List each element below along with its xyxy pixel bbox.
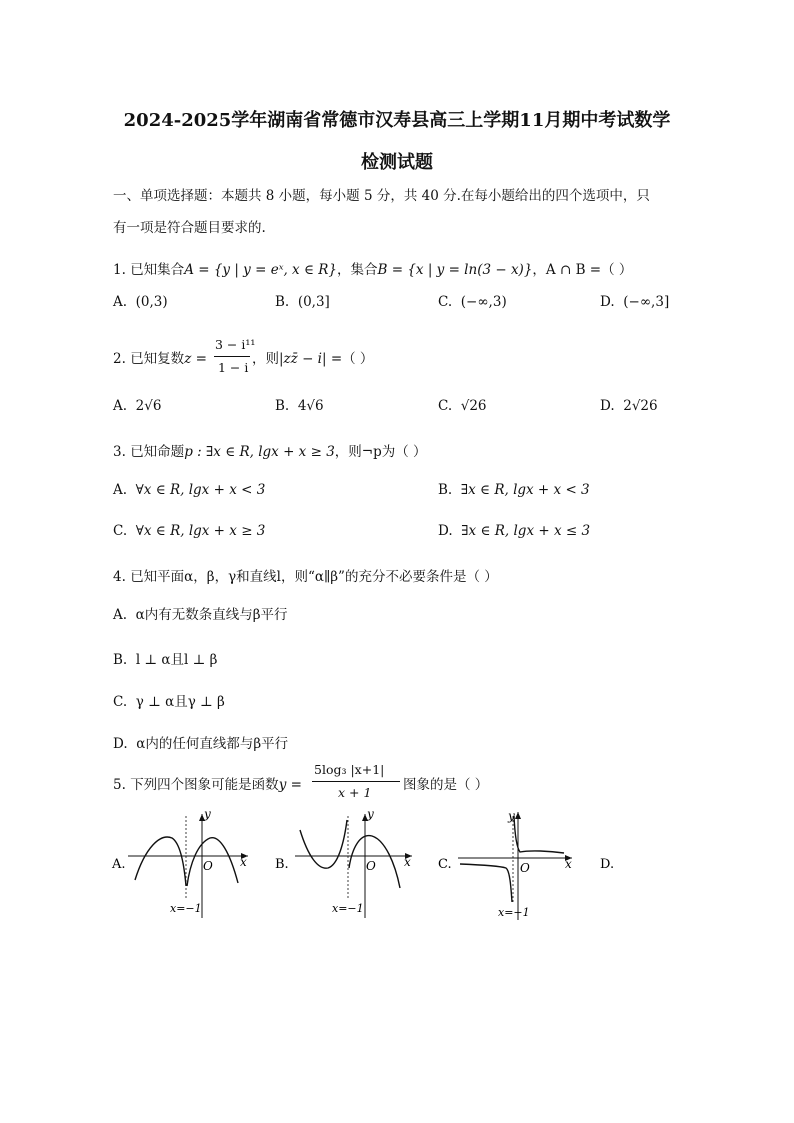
option-text: α内的任何直线都与β平行 bbox=[136, 736, 289, 752]
origin-label: O bbox=[520, 861, 530, 875]
variable-z: z = bbox=[184, 351, 207, 367]
question-text: ，集合 bbox=[337, 262, 378, 278]
question-text: ，则¬p为（ ） bbox=[334, 444, 427, 460]
option-label: C. bbox=[438, 294, 453, 310]
asymptote-label: x=−1 bbox=[332, 902, 364, 915]
option-b[interactable] bbox=[438, 482, 590, 498]
option-c[interactable] bbox=[438, 294, 507, 310]
option-label: C. bbox=[438, 857, 452, 872]
set-b-expression: B = {x | y = ln(3 − x)} bbox=[377, 262, 533, 278]
graph-d[interactable] bbox=[600, 857, 614, 872]
question-3-stem bbox=[113, 440, 427, 460]
section-instructions-line2: 有一项是符合题目要求的. bbox=[113, 220, 266, 236]
question-number: 3. bbox=[113, 444, 126, 460]
question-1-stem bbox=[113, 258, 632, 278]
variable-y: y = bbox=[278, 777, 302, 793]
option-label: B. bbox=[275, 857, 289, 872]
question-text: （ ） bbox=[342, 351, 374, 367]
option-text: α内有无数条直线与β平行 bbox=[135, 607, 288, 623]
option-label: A. bbox=[112, 857, 126, 872]
option-d[interactable] bbox=[600, 398, 658, 414]
option-text: (−∞,3] bbox=[623, 294, 670, 310]
option-d[interactable] bbox=[600, 294, 669, 310]
option-text: ∀x ∈ R, lgx + x < 3 bbox=[135, 482, 266, 498]
option-d[interactable] bbox=[113, 732, 288, 752]
question-text: ，则 bbox=[252, 351, 279, 367]
function-graphs bbox=[100, 808, 660, 928]
option-label: A. bbox=[113, 607, 128, 623]
question-number: 4. bbox=[113, 569, 126, 585]
question-5-stem bbox=[113, 773, 302, 793]
option-label: B. bbox=[275, 294, 290, 310]
question-text: ，A ∩ B =（ ） bbox=[532, 262, 633, 278]
option-c[interactable] bbox=[113, 523, 265, 539]
option-label: C. bbox=[113, 694, 128, 710]
question-text: 已知集合 bbox=[130, 262, 185, 278]
question-text: 图象的是（ ） bbox=[403, 777, 489, 793]
option-text: 4√6 bbox=[297, 398, 324, 414]
option-label: B. bbox=[438, 482, 453, 498]
x-axis-label: x bbox=[565, 857, 572, 871]
fraction-numerator: 5log₃ |x+1| bbox=[314, 762, 385, 777]
option-label: D. bbox=[600, 398, 615, 414]
y-axis-label: y bbox=[367, 808, 374, 821]
page-title-line2: 检测试题 bbox=[361, 152, 433, 173]
option-text: (−∞,3) bbox=[460, 294, 507, 310]
option-text: ∀x ∈ R, lgx + x ≥ 3 bbox=[135, 523, 266, 539]
question-4-stem bbox=[113, 565, 498, 585]
option-a[interactable] bbox=[113, 482, 265, 498]
graph-c[interactable] bbox=[438, 809, 572, 920]
option-text: l ⊥ α且l ⊥ β bbox=[135, 652, 218, 668]
y-axis-label: y bbox=[508, 809, 515, 823]
option-text: γ ⊥ α且γ ⊥ β bbox=[135, 694, 225, 710]
question-text: 下列四个图象可能是函数 bbox=[130, 777, 279, 793]
option-label: D. bbox=[600, 294, 615, 310]
option-c[interactable] bbox=[438, 398, 487, 414]
option-a[interactable] bbox=[113, 603, 288, 623]
y-axis-label: y bbox=[204, 808, 211, 821]
option-label: B. bbox=[275, 398, 290, 414]
option-label: A. bbox=[113, 294, 128, 310]
option-text: 2√6 bbox=[135, 398, 162, 414]
option-label: D. bbox=[113, 736, 128, 752]
graph-b[interactable] bbox=[275, 808, 412, 918]
option-text: (0,3] bbox=[297, 294, 330, 310]
option-text: 2√26 bbox=[623, 398, 658, 414]
option-label: C. bbox=[113, 523, 128, 539]
option-label: A. bbox=[113, 482, 128, 498]
origin-label: O bbox=[203, 859, 213, 873]
fraction-denominator: x + 1 bbox=[338, 785, 372, 800]
curve-left bbox=[300, 820, 347, 868]
question-number: 5. bbox=[113, 777, 126, 793]
option-b[interactable] bbox=[113, 648, 217, 668]
question-number: 1. bbox=[113, 262, 126, 278]
question-2-stem bbox=[113, 347, 207, 367]
option-label: D. bbox=[438, 523, 453, 539]
set-a-expression: A = {y | y = eˣ, x ∈ R} bbox=[184, 262, 338, 278]
option-text: (0,3) bbox=[135, 294, 168, 310]
modulus-expression: |zz̄ − i| = bbox=[279, 351, 343, 367]
origin-label: O bbox=[366, 859, 376, 873]
x-axis-label: x bbox=[240, 855, 247, 869]
fraction-bar bbox=[214, 356, 250, 357]
fraction-bar bbox=[312, 781, 400, 782]
curve-left bbox=[135, 837, 186, 886]
fraction-numerator: 3 − i¹¹ bbox=[215, 337, 256, 352]
option-a[interactable] bbox=[113, 294, 168, 310]
question-number: 2. bbox=[113, 351, 126, 367]
option-label: C. bbox=[438, 398, 453, 414]
option-text: √26 bbox=[460, 398, 487, 414]
question-text: 已知复数 bbox=[130, 351, 185, 367]
option-label: A. bbox=[113, 398, 128, 414]
option-b[interactable] bbox=[275, 398, 324, 414]
curve-right bbox=[514, 816, 564, 853]
option-d[interactable] bbox=[438, 523, 590, 539]
fraction-denominator: 1 − i bbox=[218, 360, 249, 375]
page-title: 2024-2025学年湖南省常德市汉寿县高三上学期11月期中考试数学 bbox=[123, 110, 671, 131]
option-b[interactable] bbox=[275, 294, 330, 310]
curve-left bbox=[460, 864, 512, 902]
x-axis-label: x bbox=[404, 855, 411, 869]
proposition-p: p : ∃x ∈ R, lgx + x ≥ 3 bbox=[184, 444, 335, 460]
question-text: 已知命题 bbox=[130, 444, 185, 460]
section-instructions-line1: 一、单项选择题：本题共 8 小题，每小题 5 分，共 40 分.在每小题给出的四个选项中，只 bbox=[113, 188, 650, 204]
question-text: 已知平面α，β，γ和直线l，则“α∥β”的充分不必要条件是（ ） bbox=[130, 569, 498, 585]
question-2-stem-tail bbox=[252, 347, 373, 367]
graph-a[interactable] bbox=[111, 808, 248, 918]
option-label: B. bbox=[113, 652, 128, 668]
asymptote-label: x=−1 bbox=[170, 902, 202, 915]
option-a[interactable] bbox=[113, 398, 161, 414]
asymptote-label: x=−1 bbox=[498, 906, 530, 919]
option-label: D. bbox=[600, 857, 615, 872]
option-c[interactable] bbox=[113, 690, 225, 710]
option-text: ∃x ∈ R, lgx + x ≤ 3 bbox=[461, 523, 591, 539]
option-text: ∃x ∈ R, lgx + x < 3 bbox=[460, 482, 590, 498]
